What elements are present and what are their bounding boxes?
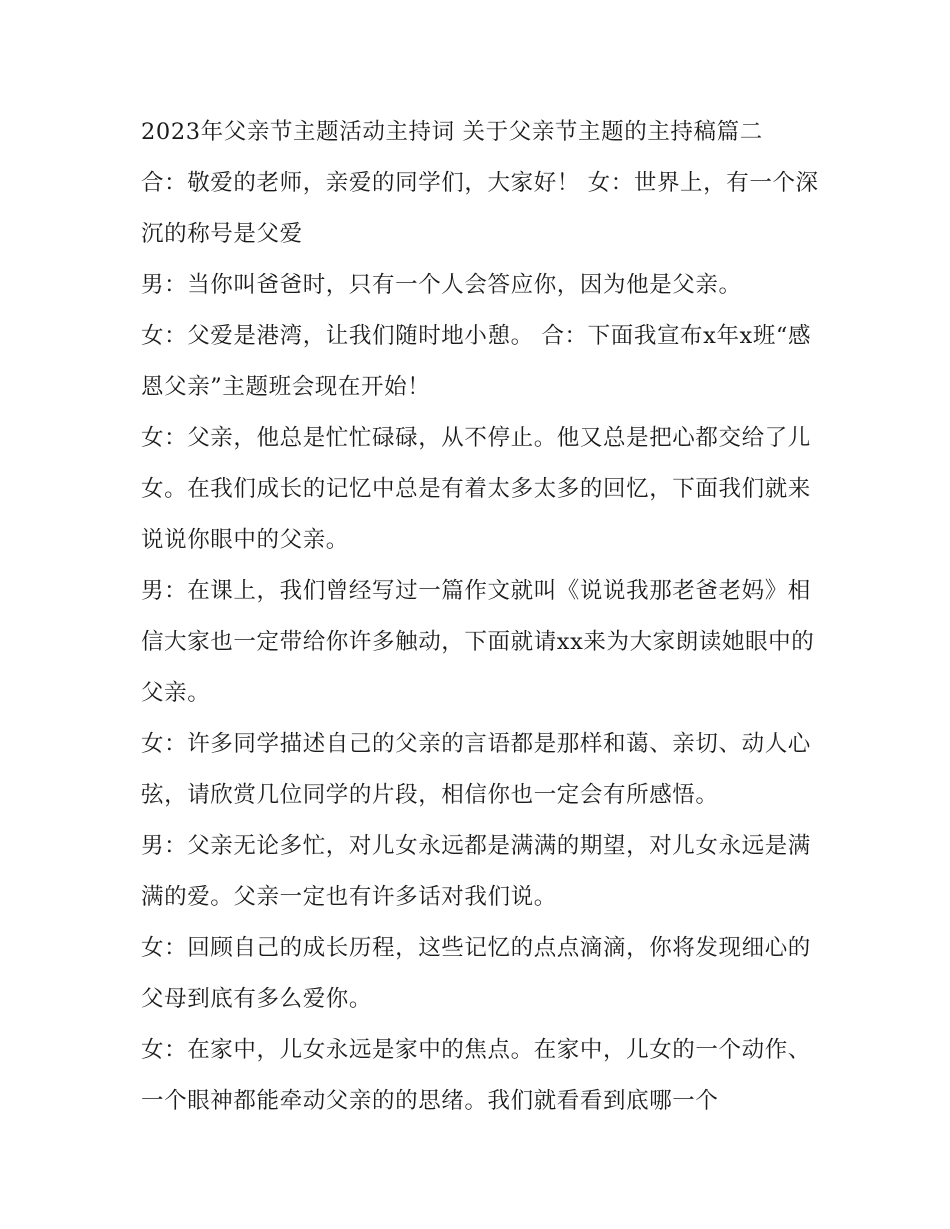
paragraph: 合：敬爱的老师，亲爱的同学们，大家好！ 女：世界上，有一个深沉的称号是父爱 [141, 170, 819, 247]
document-body [141, 107, 821, 1127]
paragraph: 男：父亲无论多忙，对儿女永远都是满满的期望，对儿女永远是满满的爱。父亲一定也有许多话对我们说。 [141, 833, 811, 910]
paragraph: 女：回顾自己的成长历程，这些记忆的点点滴滴，你将发现细心的父母到底有多么爱你。 [141, 935, 811, 1012]
paragraph: 女：父亲，他总是忙忙碌碌，从不停止。他又总是把心都交给了儿女。在我们成长的记忆中总是有着太多太多的回忆，下面我们就来说说你眼中的父亲。 [141, 425, 811, 553]
document-title-line: 2023年父亲节主题活动主持词 关于父亲节主题的主持稿篇二 [141, 119, 763, 145]
paragraph: 女：许多同学描述自己的父亲的言语都是那样和蔼、亲切、动人心弦，请欣赏几位同学的片段，相信你也一定会有所感悟。 [141, 731, 811, 808]
paragraph: 女：父爱是港湾，让我们随时地小憩。 合：下面我宣布x年x班“感恩父亲”主题班会现在开始！ [141, 323, 812, 400]
paragraph: 男：在课上，我们曾经写过一篇作文就叫《说说我那老爸老妈》相信大家也一定带给你许多触动，下面就请xx来为大家朗读她眼中的父亲。 [141, 578, 815, 706]
paragraph: 女：在家中，儿女永远是家中的焦点。在家中，儿女的一个动作、一个眼神都能牵动父亲的的思绪。我们就看看到底哪一个 [141, 1037, 811, 1114]
paragraph: 男：当你叫爸爸时，只有一个人会答应你，因为他是父亲。 [141, 272, 742, 298]
